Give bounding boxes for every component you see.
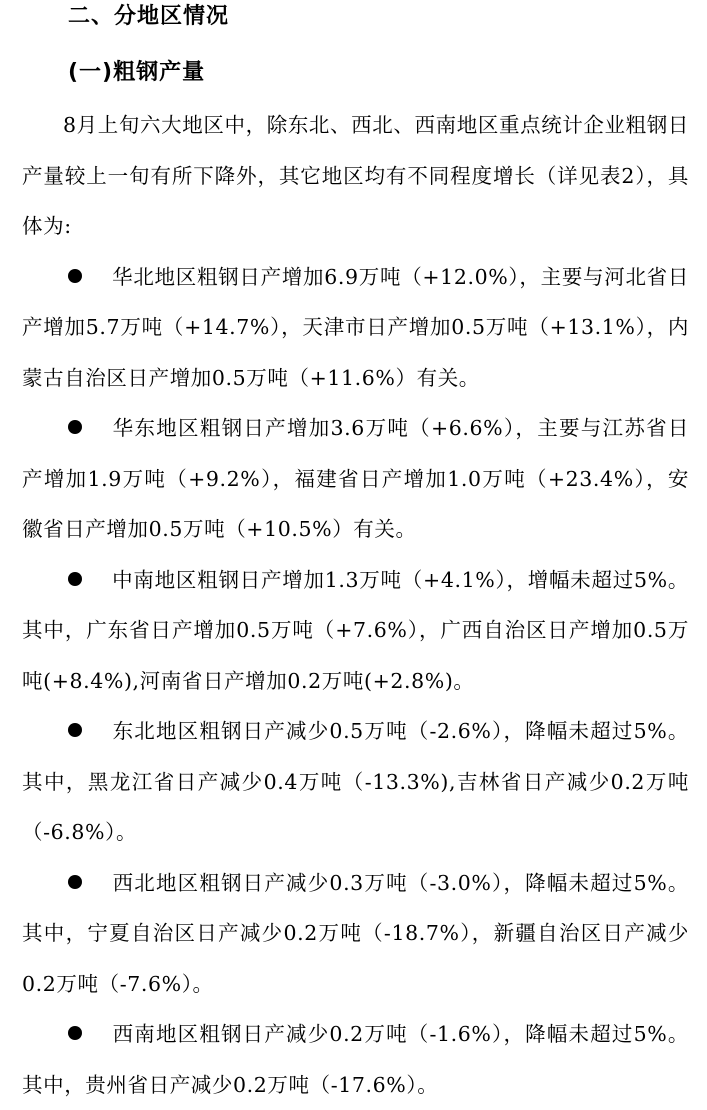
list-item [22, 555, 689, 707]
bullet-dot-icon [68, 723, 82, 737]
list-item [22, 403, 689, 555]
list-item [22, 1009, 689, 1110]
bullet-dot-icon [68, 1026, 82, 1040]
list-item-text: 中南地区粗钢日产增加1.3万吨（+4.1%），增幅未超过5%。其中，广东省日产增加0.5万吨（+7.6%），广西自治区日产增加0.5万吨(+8.4%),河南省日产增加0.2万吨(+2.8%)。 [22, 567, 689, 693]
bullet-dot-icon [68, 572, 82, 586]
bullet-dot-icon [68, 269, 82, 283]
bullet-dot-icon [68, 420, 82, 434]
list-item-text: 西南地区粗钢日产减少0.2万吨（-1.6%），降幅未超过5%。其中，贵州省日产减少0.2万吨（-17.6%）。 [22, 1022, 689, 1097]
list-item [22, 252, 689, 404]
body-text [22, 100, 689, 1110]
list-item-text: 华北地区粗钢日产增加6.9万吨（+12.0%），主要与河北省日产增加5.7万吨（+14.7%），天津市日产增加0.5万吨（+13.1%），内蒙古自治区日产增加0.5万吨（+11.6%）有关。 [22, 264, 689, 390]
list-item [22, 706, 689, 858]
list-item [22, 858, 689, 1010]
list-item-text: 西北地区粗钢日产减少0.3万吨（-3.0%），降幅未超过5%。其中，宁夏自治区日产减少0.2万吨（-18.7%），新疆自治区日产减少0.2万吨（-7.6%）。 [22, 870, 689, 996]
subsection-heading: (一)粗钢产量 [68, 60, 206, 85]
bullet-dot-icon [68, 875, 82, 889]
list-item-text: 华东地区粗钢日产增加3.6万吨（+6.6%），主要与江苏省日产增加1.9万吨（+9.2%），福建省日产增加1.0万吨（+23.4%），安徽省日产增加0.5万吨（+10.5%）有关。 [22, 416, 689, 541]
section-heading: 二、分地区情况 [68, 4, 230, 29]
intro-paragraph: 8月上旬六大地区中，除东北、西北、西南地区重点统计企业粗钢日产量较上一旬有所下降外，其它地区均有不同程度增长（详见表2），具体为: [22, 113, 689, 238]
list-item-text: 东北地区粗钢日产减少0.5万吨（-2.6%），降幅未超过5%。其中，黑龙江省日产减少0.4万吨（-13.3%),吉林省日产减少0.2万吨（-6.8%）。 [22, 719, 689, 844]
